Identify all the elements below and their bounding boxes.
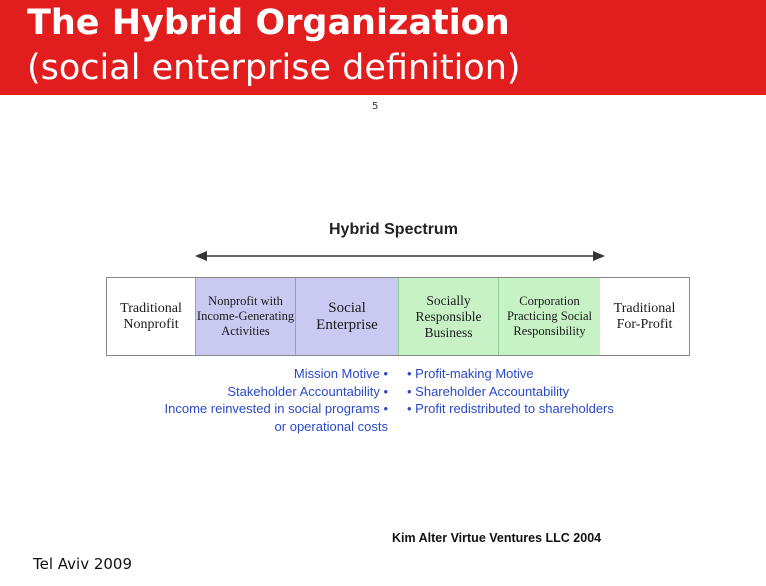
title-bar [0,0,766,95]
band-label: Traditional For-Profit [613,300,676,332]
list-item: • Profit redistributed to shareholders [407,401,614,416]
band-label: Social Enterprise [316,299,378,333]
list-item: Mission Motive • [293,366,388,381]
band-traditional-nonprofit [107,277,195,356]
forprofit-traits-list [407,365,614,418]
list-item: or operational costs [274,418,388,434]
band-label: Socially Responsible Business [415,292,482,340]
nonprofit-traits-list [165,365,388,435]
band-label: Nonprofit with Income-Generating Activities [196,294,295,338]
list-item: Income reinvested in social programs • [164,401,388,416]
band-nonprofit-income-generating [195,277,296,356]
spectrum-title: Hybrid Spectrum [329,221,458,238]
list-item: • Profit-making Motive [407,366,534,381]
spectrum-arrow [195,246,605,266]
source-credit: Kim Alter Virtue Ventures LLC 2004 [392,531,602,545]
band-social-enterprise [296,277,398,356]
slide-number: 5 [372,101,379,112]
band-corporation-social-responsibility [499,277,600,356]
slide-title: The Hybrid Organization [27,3,510,43]
list-item: • Shareholder Accountability [407,383,570,399]
footer-text: Tel Aviv 2009 [33,555,133,573]
band-socially-responsible-business [398,277,499,356]
band-label: Traditional Nonprofit [120,300,182,332]
slide-subtitle: (social enterprise definition) [27,48,521,88]
band-traditional-for-profit [600,277,689,356]
list-item: Stakeholder Accountability • [227,383,388,399]
band-label: Corporation Practicing Social Responsibility [506,294,593,338]
